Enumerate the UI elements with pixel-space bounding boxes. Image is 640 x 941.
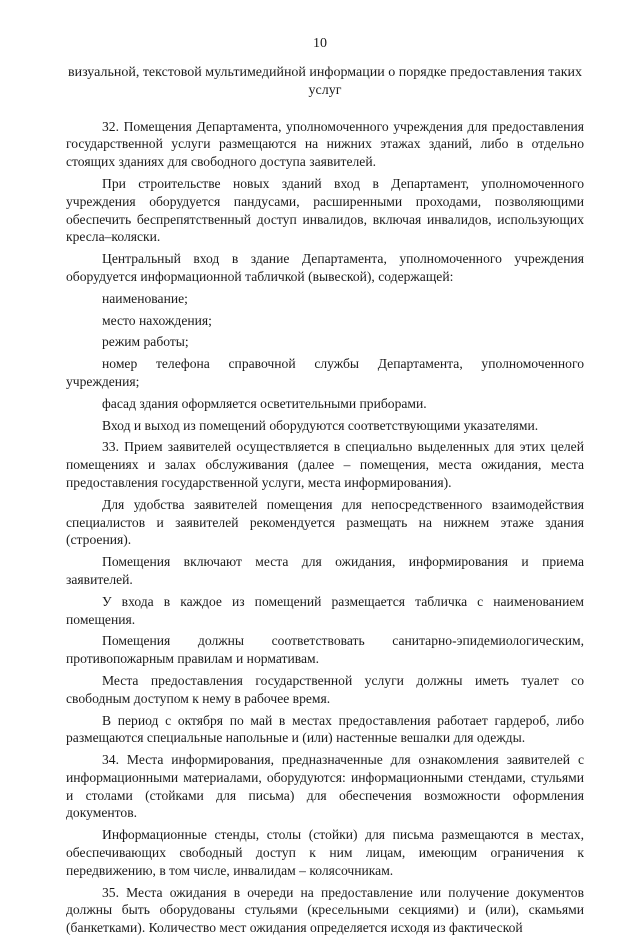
list-item: наименование; bbox=[102, 290, 188, 306]
paragraph-32: 32. Помещения Департамента, уполномоченного учреждения для предоставления государственной услуги размещаются на нижних этажах зданий, либо в отдельно стоящих зданиях для свободного доступа заявителей. bbox=[66, 118, 584, 170]
paragraph: Помещения должны соответствовать санитарно-эпидемиологическим, противопожарным правилам и нормативам. bbox=[66, 633, 584, 667]
paragraph: Вход и выход из помещений оборудуются соответствующими указателями. bbox=[102, 417, 539, 433]
paragraph: Центральный вход в здание Департамента, уполномоченного учреждения оборудуется информационной табличкой (вывеской), содержащей: bbox=[66, 251, 584, 284]
paragraph: Места предоставления государственной услуги должны иметь туалет со свободным доступом к нему в рабочее время. bbox=[66, 672, 584, 706]
paragraph-34: 34. Места информирования, предназначенные для ознакомления заявителей с информационными материалами, оборудуются: информационными стендами, стульями и столами (стойками для письма) для обеспечения возможности оформления документов. bbox=[66, 752, 584, 821]
paragraph: При строительстве новых зданий вход в Департамент, уполномоченного учреждения оборудуется пандусами, расширенными проходами, позволяющими обеспечить беспрепятственный доступ инвалидов, включая инвалидов, использующих кресла–коляски. bbox=[66, 175, 584, 245]
list-item: место нахождения; bbox=[102, 312, 212, 328]
paragraph: Помещения включают места для ожидания, информирования и приема заявителей. bbox=[66, 554, 584, 587]
paragraph: В период с октября по май в местах предоставления работает гардероб, либо размещаются специальные напольные и (или) настенные вешалки для одежды. bbox=[66, 712, 584, 746]
list-item: режим работы; bbox=[102, 334, 189, 350]
document-body bbox=[66, 64, 584, 941]
page-number: 10 bbox=[313, 36, 327, 51]
paragraph: Для удобства заявителей помещения для непосредственного взаимодействия специалистов и заявителей рекомендуется размещать на нижнем этаже здания (строения). bbox=[66, 496, 584, 548]
section-heading: визуальной, текстовой мультимедийной информации о порядке предоставления таких услуг bbox=[67, 65, 583, 98]
list-item: номер телефона справочной службы Департамента, уполномоченного учреждения; bbox=[66, 356, 584, 389]
paragraph: Информационные стенды, столы (стойки) для письма размещаются в местах, обеспечивающих свободный доступ к ним лицам, имеющим ограничения к передвижению, в том числе, инвалидам – колясочникам. bbox=[66, 827, 584, 878]
paragraph: У входа в каждое из помещений размещается табличка с наименованием помещения. bbox=[66, 593, 584, 627]
paragraph-35: 35. Места ожидания в очереди на предоставление или получение документов должны быть оборудованы стульями (кресельными секциями) и (или), скамьями (банкетками). Количество мест ожидания определяется исходя из фактической bbox=[66, 884, 584, 936]
list-item: фасад здания оформляется осветительными приборами. bbox=[102, 395, 427, 411]
paragraph-33: 33. Прием заявителей осуществляется в специально выделенных для этих целей помещениях и залах обслуживания (далее – помещения, места ожидания, места предоставления государственной услуги, места информирования). bbox=[66, 439, 584, 490]
